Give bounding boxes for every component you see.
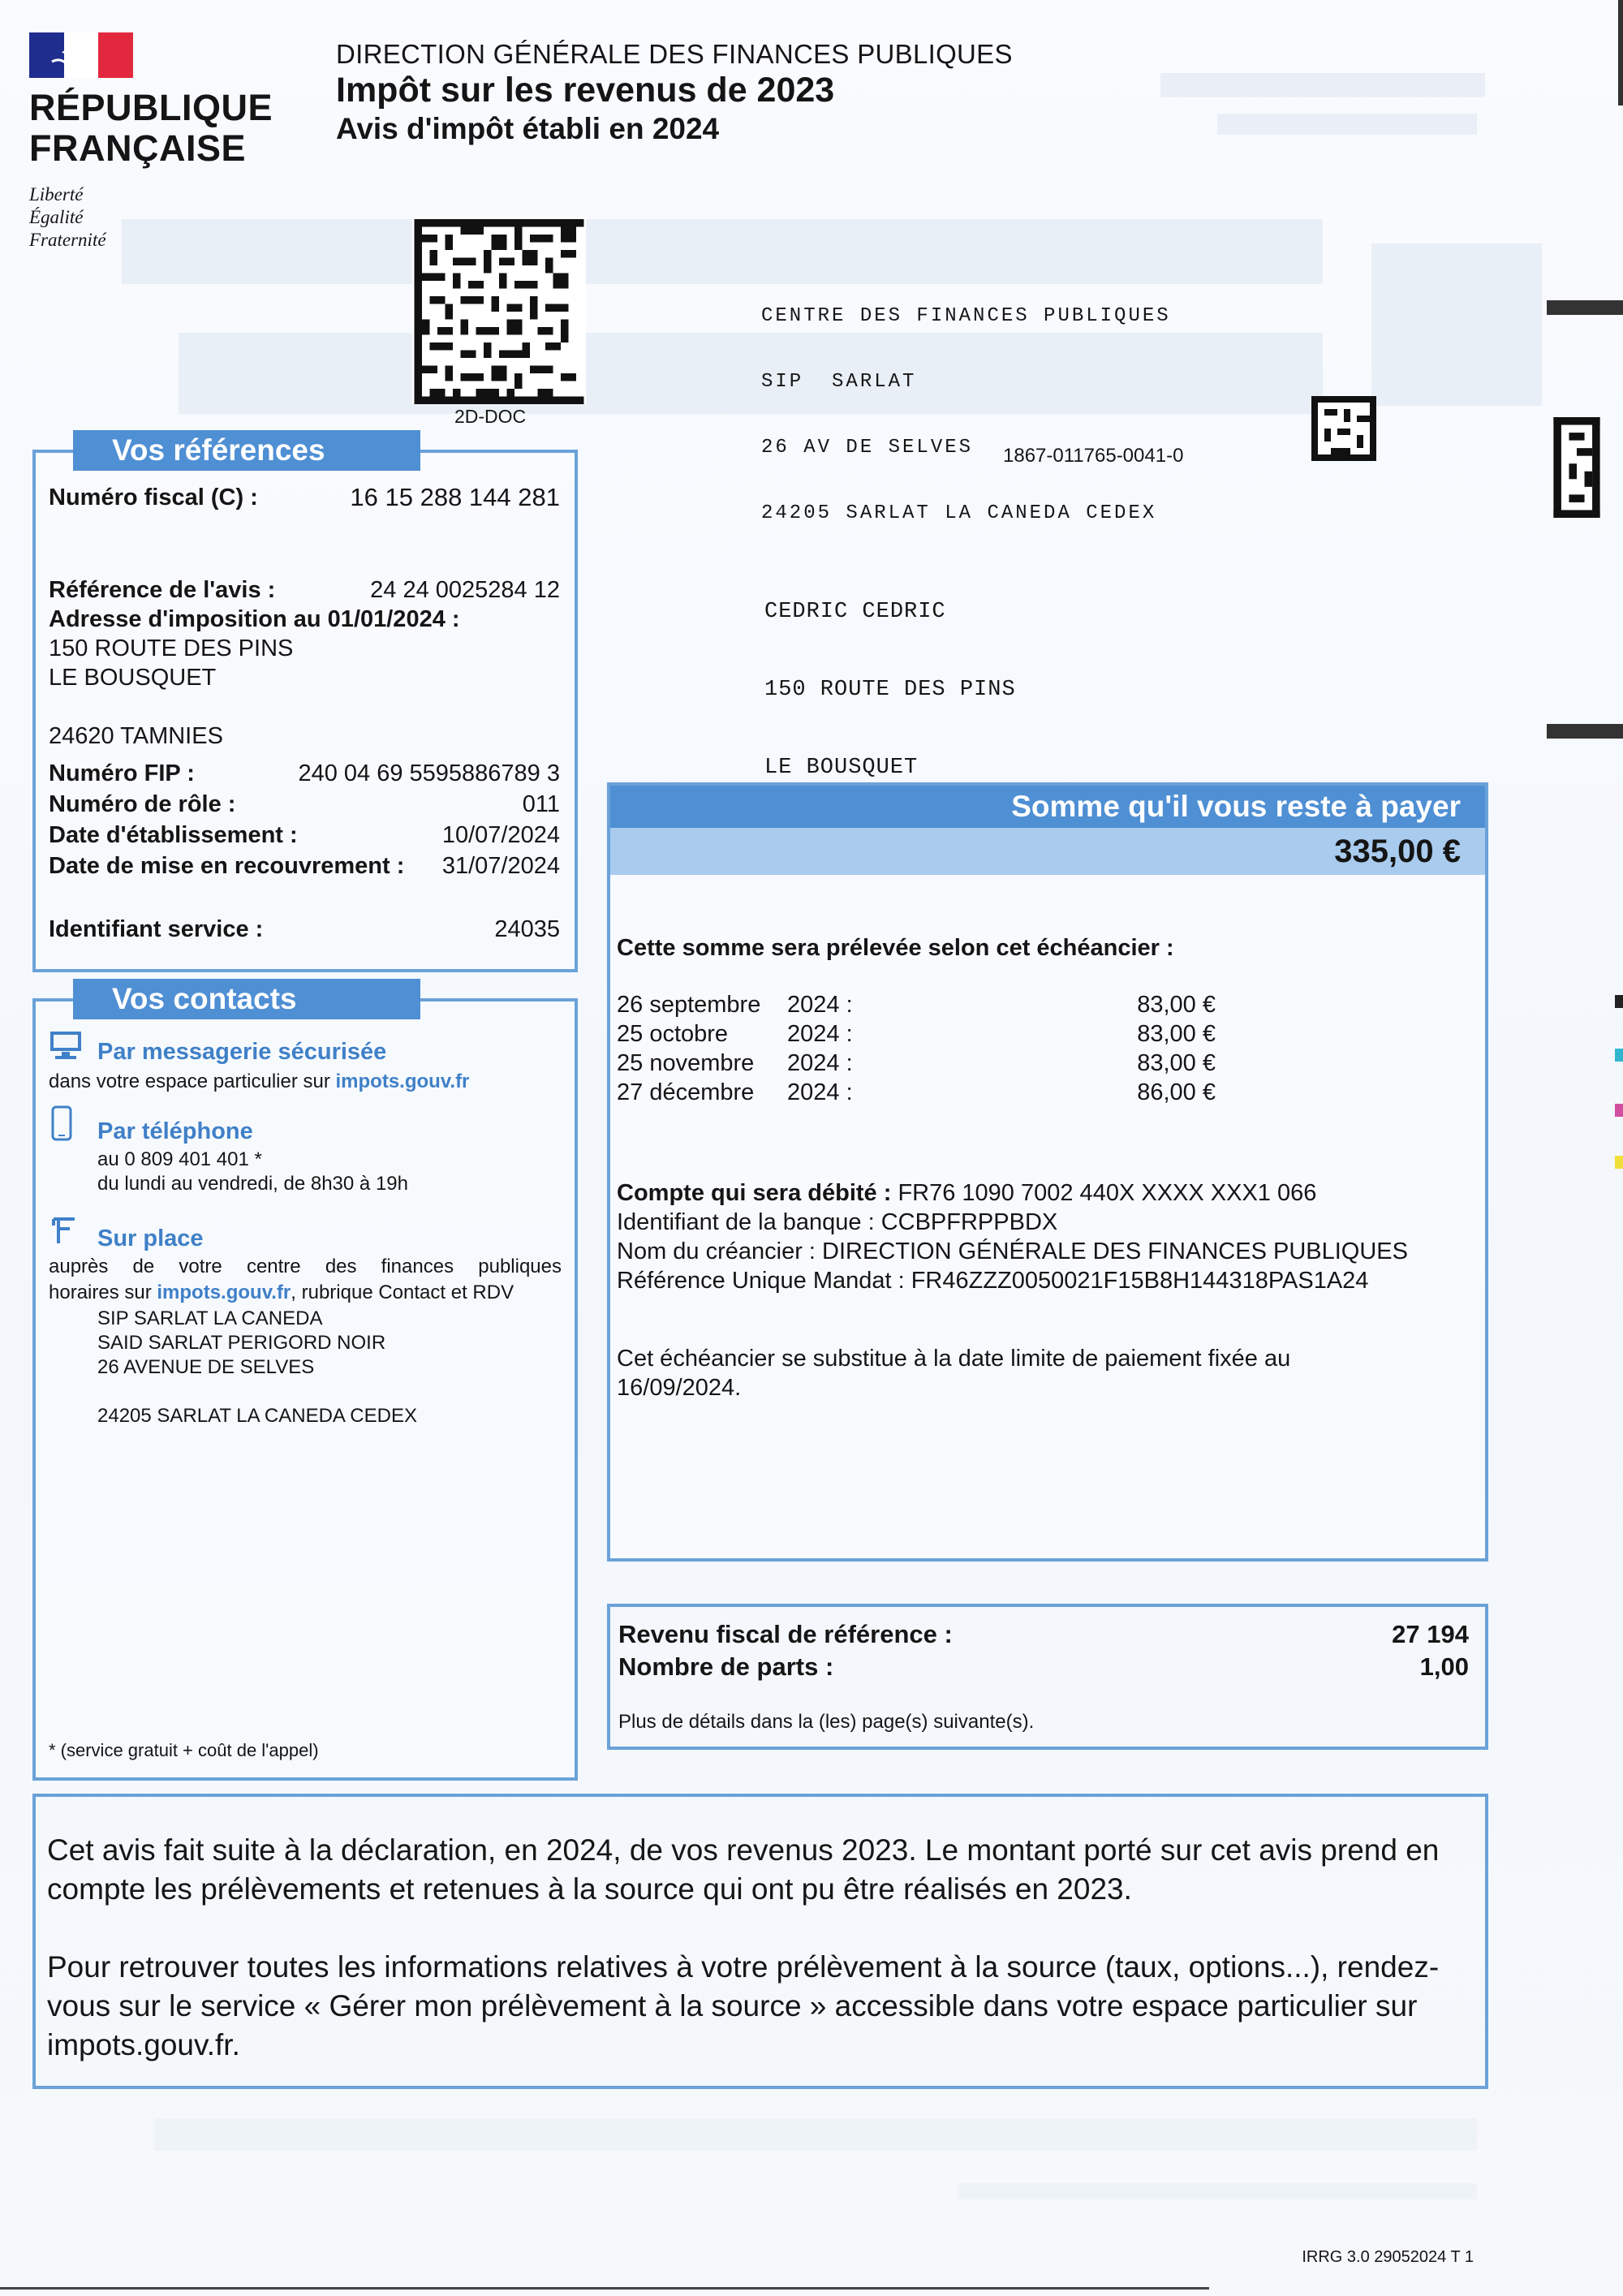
adresse-line-2: LE BOUSQUET bbox=[49, 665, 217, 691]
computer-icon bbox=[47, 1029, 84, 1062]
date-recouvrement-label: Date de mise en recouvrement : bbox=[49, 853, 405, 879]
schedule-row bbox=[610, 1049, 1485, 1078]
schedule-year: 2024 : bbox=[787, 992, 853, 1018]
schedule-intro: Cette somme sera prélevée selon cet échéancier : bbox=[617, 935, 1174, 961]
schedule-year: 2024 : bbox=[787, 1021, 853, 1047]
recipient-line: CEDRIC CEDRIC bbox=[764, 600, 946, 624]
contacts-tab: Vos contacts bbox=[73, 979, 420, 1019]
document-title: Impôt sur les revenus de 2023 bbox=[336, 71, 835, 110]
recipient-line: LE BOUSQUET bbox=[764, 756, 919, 780]
parts-label: Nombre de parts : bbox=[618, 1652, 834, 1681]
schedule-date: 25 novembre bbox=[617, 1050, 755, 1076]
numero-fip-label: Numéro FIP : bbox=[49, 760, 195, 786]
building-icon bbox=[50, 1214, 80, 1247]
parts-value: 1,00 bbox=[1419, 1652, 1469, 1681]
reference-avis-value: 24 24 0025284 12 bbox=[370, 577, 560, 603]
messagerie-title: Par messagerie sécurisée bbox=[97, 1039, 387, 1065]
mail-reference-code: 1867-011765-0041-0 bbox=[1003, 445, 1184, 467]
2d-doc-barcode bbox=[412, 219, 586, 404]
color-mark bbox=[1615, 1049, 1623, 1062]
marianne-flag-icon bbox=[29, 32, 133, 78]
sur-place-suffix: , rubrique Contact et RDV bbox=[291, 1282, 514, 1303]
sur-place-title: Sur place bbox=[97, 1226, 204, 1251]
cut-line bbox=[0, 2287, 1209, 2290]
phone-icon bbox=[50, 1105, 73, 1141]
schedule-amount: 83,00 € bbox=[1137, 992, 1216, 1018]
print-through-footer bbox=[154, 2118, 1477, 2151]
rfr-value: 27 194 bbox=[1392, 1620, 1469, 1648]
adresse-line-1: 150 ROUTE DES PINS bbox=[49, 635, 294, 661]
numero-fiscal-label: Numéro fiscal (C) : bbox=[49, 485, 258, 510]
service-note: * (service gratuit + coût de l'appel) bbox=[49, 1740, 319, 1760]
print-through-text bbox=[1217, 114, 1477, 135]
compte-debite-label: Compte qui sera débité : bbox=[617, 1180, 892, 1206]
identifiant-service-value: 24035 bbox=[494, 916, 560, 942]
marianne-profile-icon bbox=[45, 37, 97, 73]
schedule-amount: 86,00 € bbox=[1137, 1079, 1216, 1105]
echeancier-note-1: Cet échéancier se substitue à la date limite de paiement fixée au bbox=[617, 1346, 1291, 1372]
schedule-year: 2024 : bbox=[787, 1050, 853, 1076]
print-through-footer bbox=[958, 2183, 1477, 2199]
adresse-line-3: 24620 TAMNIES bbox=[49, 723, 223, 749]
impots-gouv-link[interactable]: impots.gouv.fr bbox=[335, 1070, 470, 1092]
2d-doc-label: 2D-DOC bbox=[454, 406, 527, 427]
schedule-date: 25 octobre bbox=[617, 1021, 729, 1047]
compte-debite bbox=[617, 1178, 1316, 1208]
dgfip-label: DIRECTION GÉNÉRALE DES FINANCES PUBLIQUES bbox=[336, 39, 1013, 69]
sip-address-line: SIP SARLAT LA CANEDA bbox=[97, 1307, 323, 1329]
republique-line-1: RÉPUBLIQUE bbox=[29, 87, 273, 128]
color-mark bbox=[1615, 995, 1623, 1008]
devise-liberte: Liberté bbox=[29, 184, 84, 205]
printer-mark bbox=[1618, 0, 1623, 106]
color-mark bbox=[1615, 1104, 1623, 1117]
sip-address-line: 24205 SARLAT LA CANEDA CEDEX bbox=[97, 1405, 417, 1427]
printer-mark bbox=[1547, 300, 1623, 315]
information-box bbox=[32, 1794, 1488, 2089]
numero-fip-value: 240 04 69 5595886789 3 bbox=[298, 760, 560, 786]
sender-address bbox=[761, 261, 1171, 568]
nom-creancier: Nom du créancier : DIRECTION GÉNÉRALE DES FINANCES PUBLIQUES bbox=[617, 1238, 1408, 1264]
identifiant-service-label: Identifiant service : bbox=[49, 916, 264, 942]
numero-fiscal-value: 16 15 288 144 281 bbox=[350, 483, 560, 511]
sip-address bbox=[97, 1307, 417, 1428]
sender-line: CENTRE DES FINANCES PUBLIQUES bbox=[761, 305, 1171, 327]
sur-place-prefix: horaires sur bbox=[49, 1282, 157, 1303]
revenu-fiscal-box bbox=[607, 1604, 1488, 1750]
reference-mandat: Référence Unique Mandat : FR46ZZZ0050021F15B8H144318PAS1A24 bbox=[617, 1268, 1369, 1294]
date-etablissement-label: Date d'établissement : bbox=[49, 822, 298, 848]
references-panel bbox=[32, 450, 578, 972]
document-subtitle: Avis d'impôt établi en 2024 bbox=[336, 112, 720, 145]
schedule-amount: 83,00 € bbox=[1137, 1021, 1216, 1047]
form-reference: IRRG 3.0 29052024 T 1 bbox=[1302, 2248, 1474, 2266]
sender-line: SIP SARLAT bbox=[761, 371, 917, 393]
adresse-imposition-label: Adresse d'imposition au 01/01/2024 : bbox=[49, 606, 460, 632]
republique-line-2: FRANÇAISE bbox=[29, 127, 247, 169]
sender-line: 24205 SARLAT LA CANEDA CEDEX bbox=[761, 502, 1157, 524]
compte-debite-value: FR76 1090 7002 440X XXXX XXX1 066 bbox=[891, 1180, 1317, 1206]
telephone-title: Par téléphone bbox=[97, 1118, 253, 1144]
identifiant-banque: Identifiant de la banque : CCBPFRPPBDX bbox=[617, 1209, 1058, 1235]
devise-egalite: Égalité bbox=[29, 207, 84, 227]
references-tab: Vos références bbox=[73, 430, 420, 471]
sur-place-text-1: auprès de votre centre des finances publiques bbox=[49, 1256, 562, 1277]
echeancier-note-2: 16/09/2024. bbox=[617, 1375, 742, 1401]
sip-address-line bbox=[97, 1380, 417, 1404]
schedule-row bbox=[610, 1078, 1485, 1107]
republique-francaise-logo bbox=[29, 32, 273, 252]
sender-line: 26 AV DE SELVES bbox=[761, 437, 974, 459]
impots-gouv-link-2[interactable]: impots.gouv.fr bbox=[157, 1282, 291, 1303]
datamatrix-code bbox=[1311, 396, 1376, 461]
numero-role-label: Numéro de rôle : bbox=[49, 791, 236, 817]
print-through-text bbox=[1160, 73, 1485, 97]
messagerie-description: dans votre espace particulier sur bbox=[49, 1070, 336, 1092]
color-mark bbox=[1615, 1156, 1623, 1169]
sip-address-line: 26 AVENUE DE SELVES bbox=[97, 1356, 315, 1378]
telephone-number: au 0 809 401 401 * bbox=[97, 1148, 262, 1170]
rfr-label: Revenu fiscal de référence : bbox=[618, 1620, 953, 1648]
sur-place-text-2 bbox=[49, 1281, 514, 1305]
schedule-amount: 83,00 € bbox=[1137, 1050, 1216, 1076]
payment-title: Somme qu'il vous reste à payer bbox=[610, 786, 1485, 828]
info-paragraph-1: Cet avis fait suite à la déclaration, en 2024, de vos revenus 2023. Le montant porté sur cet avis prend en compte les prélèvements et retenues à la source qui ont pu être réalisés en 2023. bbox=[47, 1833, 1440, 1906]
schedule-row bbox=[610, 1019, 1485, 1049]
devise-fraternite: Fraternité bbox=[29, 230, 106, 250]
schedule-date: 27 décembre bbox=[617, 1079, 755, 1105]
payment-amount: 335,00 € bbox=[610, 828, 1485, 875]
recipient-line: 150 ROUTE DES PINS bbox=[764, 678, 1016, 702]
messagerie-text bbox=[49, 1070, 469, 1094]
details-note: Plus de détails dans la (les) page(s) suivante(s). bbox=[618, 1711, 1035, 1733]
schedule-date: 26 septembre bbox=[617, 992, 761, 1018]
date-recouvrement-value: 31/07/2024 bbox=[441, 853, 560, 879]
date-etablissement-value: 10/07/2024 bbox=[441, 822, 560, 848]
schedule-row bbox=[610, 990, 1485, 1019]
sip-address-line: SAID SARLAT PERIGORD NOIR bbox=[97, 1332, 386, 1354]
document-header bbox=[336, 39, 1013, 148]
info-paragraph-2: Pour retrouver toutes les informations relatives à votre prélèvement à la source (taux, options...), rendez-vous sur le service « Gérer mon prélèvement à la source » accessible dans votre espace particulier sur impots.gouv.fr. bbox=[47, 1950, 1440, 2061]
printer-mark bbox=[1547, 724, 1623, 739]
reference-avis-label: Référence de l'avis : bbox=[49, 577, 276, 603]
side-barcode bbox=[1553, 417, 1600, 518]
devise bbox=[29, 183, 273, 252]
payment-box bbox=[607, 782, 1488, 1562]
numero-role-value: 011 bbox=[522, 791, 560, 817]
telephone-hours: du lundi au vendredi, de 8h30 à 19h bbox=[97, 1173, 408, 1195]
schedule-year: 2024 : bbox=[787, 1079, 853, 1105]
print-through-image bbox=[1371, 243, 1542, 406]
